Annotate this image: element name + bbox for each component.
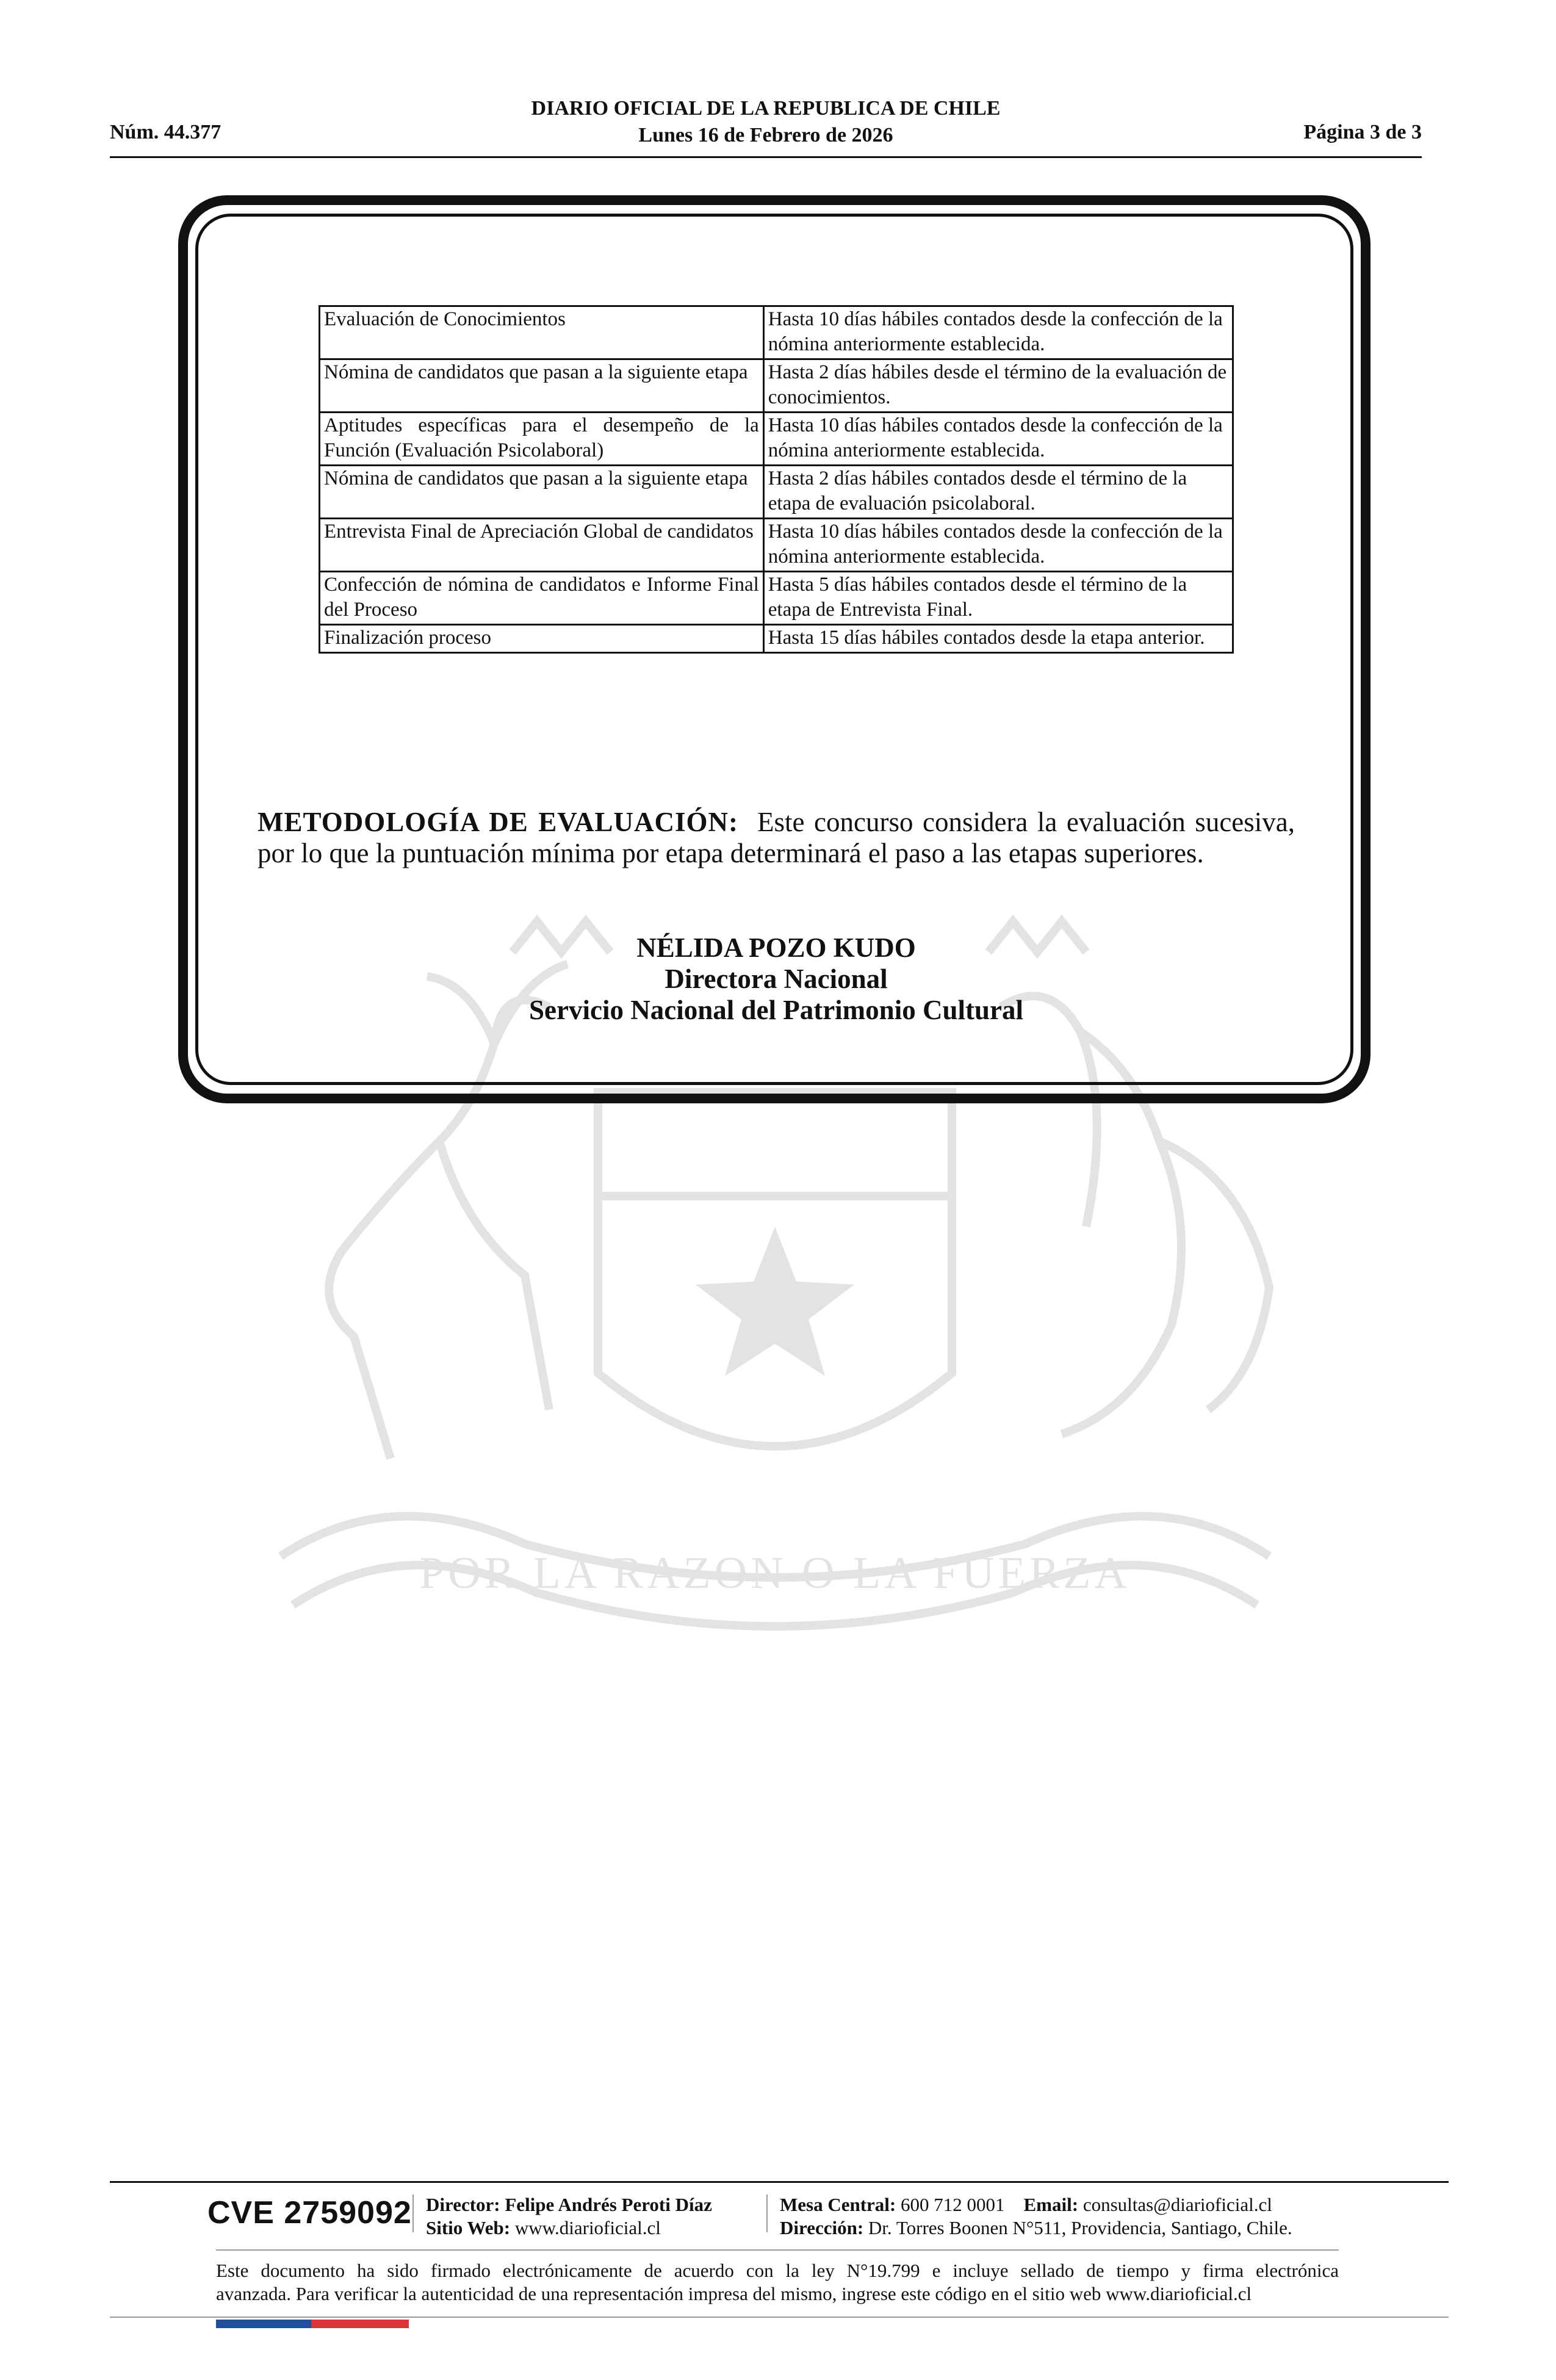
issue-number: Núm. 44.377 <box>110 121 222 143</box>
website-label: Sitio Web: <box>426 2217 511 2238</box>
legal-notice <box>216 2259 1339 2306</box>
director-name: Felipe Andrés Peroti Díaz <box>505 2194 712 2215</box>
phone-label: Mesa Central: <box>780 2194 896 2215</box>
term-cell: Hasta 10 días hábiles contados desde la confección de la nómina anteriormente establecida. <box>763 306 1233 359</box>
newspaper-title: DIARIO OFICIAL DE LA REPUBLICA DE CHILE <box>531 97 1001 120</box>
footer-divider-bottom <box>110 2317 1449 2318</box>
stage-cell: Nómina de candidatos que pasan a la siguiente etapa <box>320 359 764 413</box>
footer-divider-top <box>110 2181 1449 2183</box>
table-row <box>320 413 1233 466</box>
term-cell: Hasta 10 días hábiles contados desde la confección de la nómina anteriormente establecida. <box>763 519 1233 572</box>
flag-stripe-blue <box>216 2320 311 2328</box>
table-row <box>320 466 1233 519</box>
header-center <box>110 95 1422 149</box>
table-row <box>320 572 1233 625</box>
stage-cell: Entrevista Final de Apreciación Global de candidatos <box>320 519 764 572</box>
term-cell: Hasta 15 días hábiles contados desde la etapa anterior. <box>763 625 1233 653</box>
signer-institution: Servicio Nacional del Patrimonio Cultural <box>529 995 1023 1025</box>
stage-cell: Finalización proceso <box>320 625 764 653</box>
stage-cell: Evaluación de Conocimientos <box>320 306 764 359</box>
phone-number: 600 712 0001 <box>901 2194 1005 2215</box>
website-link[interactable]: www.diarioficial.cl <box>514 2217 661 2238</box>
term-cell: Hasta 2 días hábiles contados desde el término de la etapa de evaluación psicolaboral. <box>763 466 1233 519</box>
table-row <box>320 306 1233 359</box>
footer-editorial-info <box>426 2193 712 2240</box>
star-icon <box>696 1227 854 1376</box>
cve-code: CVE 2759092 <box>207 2195 412 2230</box>
signer-name: NÉLIDA POZO KUDO <box>636 932 916 963</box>
issue-date: Lunes 16 de Febrero de 2026 <box>638 124 893 146</box>
stage-cell: Confección de nómina de candidatos e Informe Final del Proceso <box>320 572 764 625</box>
flag-stripe-red <box>311 2320 409 2328</box>
footer-divider-middle <box>216 2249 1339 2251</box>
stage-cell: Nómina de candidatos que pasan a la siguiente etapa <box>320 466 764 519</box>
table-row <box>320 625 1233 653</box>
methodology-paragraph <box>258 807 1295 869</box>
methodology-heading: METODOLOGÍA DE EVALUACIÓN: <box>258 807 738 837</box>
legal-notice-line: avanzada. Para verificar la autenticidad de una representación impresa del mismo, ingrese este código en el sitio web www.diarioficial.cl <box>216 2283 1252 2304</box>
email-link[interactable]: consultas@diarioficial.cl <box>1082 2194 1272 2215</box>
legal-notice-line: Este documento ha sido firmado electrónicamente de acuerdo con la ley N°19.799 e incluye sellado de tiempo y firma electrónica <box>216 2260 1339 2281</box>
header-divider <box>110 156 1422 158</box>
signer-position: Directora Nacional <box>665 964 888 994</box>
address-label: Dirección: <box>780 2217 864 2238</box>
director-label: Director: <box>426 2194 500 2215</box>
footer-contact-info <box>780 2193 1292 2240</box>
page-header <box>110 92 1422 159</box>
term-cell: Hasta 5 días hábiles contados desde el término de la etapa de Entrevista Final. <box>763 572 1233 625</box>
footer-separator <box>412 2194 414 2232</box>
table-row <box>320 519 1233 572</box>
table-row <box>320 359 1233 413</box>
page-indicator: Página 3 de 3 <box>1303 121 1422 143</box>
methodology-text: Este concurso considera la evaluación sucesiva, por lo que la puntuación mínima por etapa determinará el paso a las etapas superiores. <box>258 807 1295 868</box>
stage-cell: Aptitudes específicas para el desempeño de la Función (Evaluación Psicolaboral) <box>320 413 764 466</box>
term-cell: Hasta 2 días hábiles desde el término de la evaluación de conocimientos. <box>763 359 1233 413</box>
term-cell: Hasta 10 días hábiles contados desde la confección de la nómina anteriormente establecida. <box>763 413 1233 466</box>
footer-separator <box>766 2194 768 2232</box>
signature-block <box>319 932 1234 1026</box>
address-text: Dr. Torres Boonen N°511, Providencia, Santiago, Chile. <box>868 2217 1292 2238</box>
schedule-table <box>319 305 1234 654</box>
coat-of-arms-motto: POR LA RAZON O LA FUERZA <box>419 1548 1131 1598</box>
email-label: Email: <box>1023 2194 1079 2215</box>
